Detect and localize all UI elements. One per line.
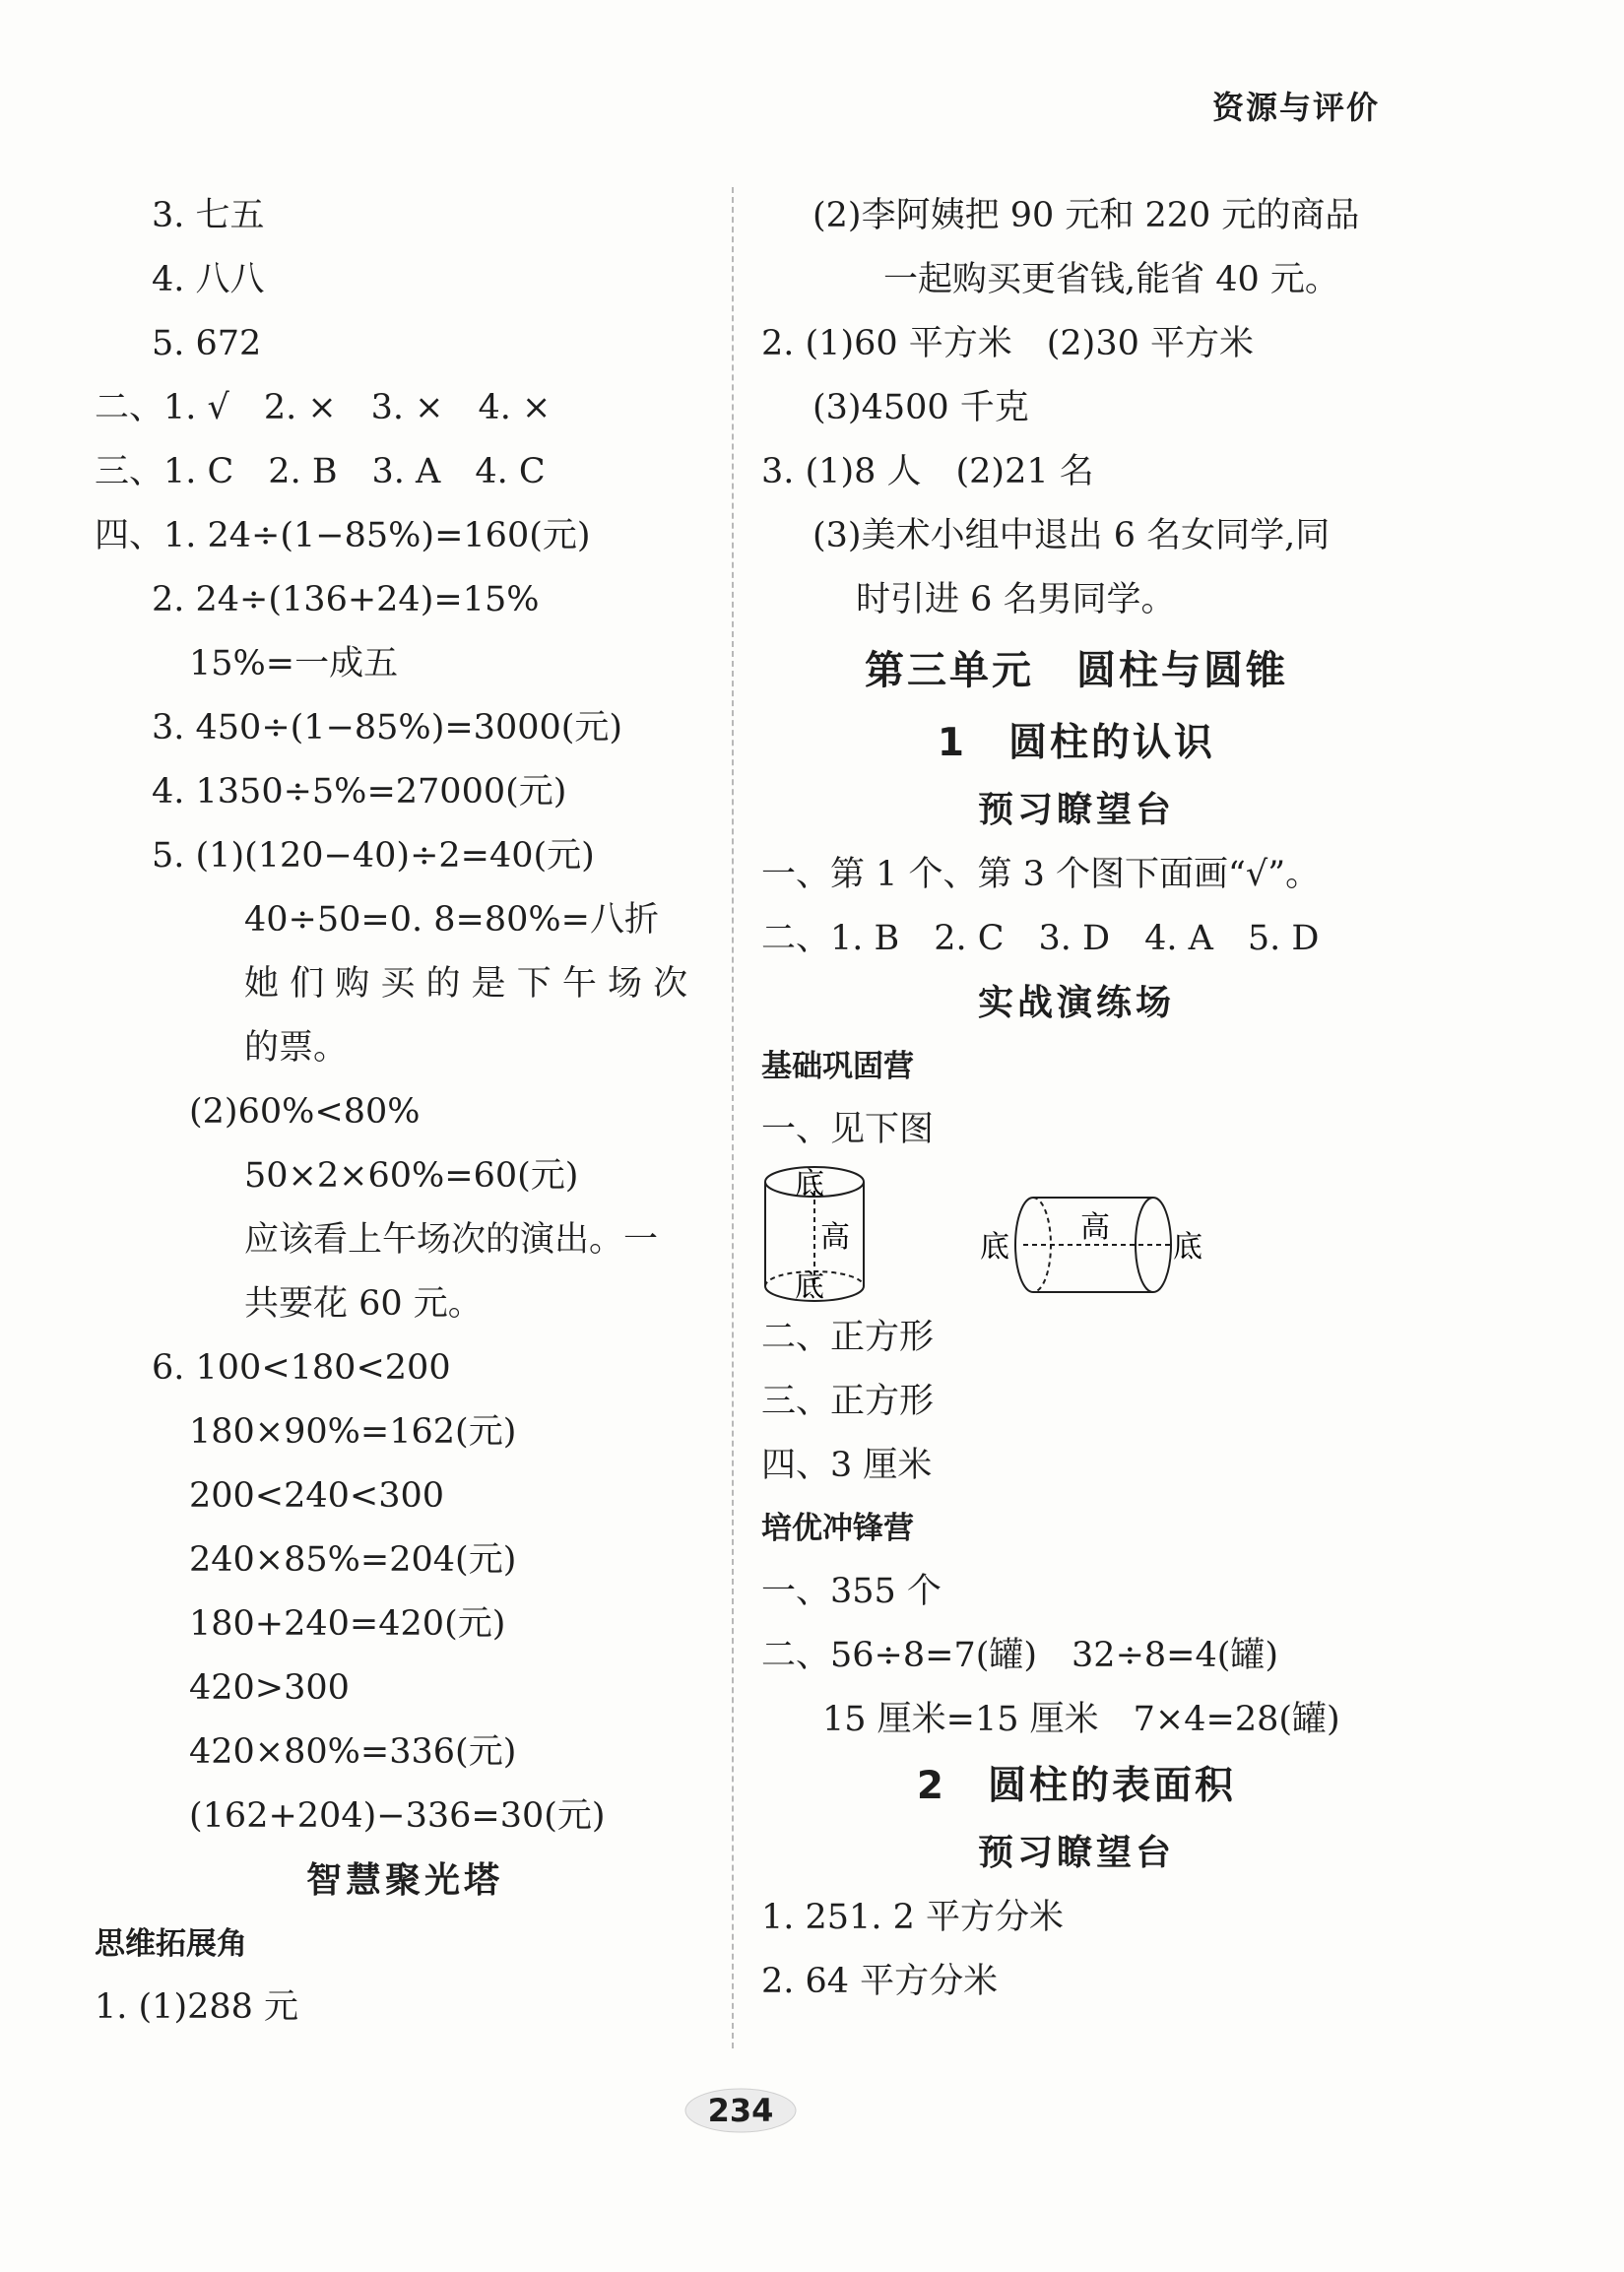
- answer-line: (2)李阿姨把 90 元和 220 元的商品: [812, 196, 1360, 235]
- answer-line: 三、正方形: [761, 1382, 935, 1421]
- subsection-heading: 培优冲锋营: [761, 1511, 914, 1546]
- label-base-bottom: 底: [795, 1269, 824, 1304]
- label-base-right: 底: [1173, 1230, 1202, 1265]
- answer-line: 180×90%=162(元): [189, 1412, 517, 1452]
- section-heading: 预习瞭望台: [977, 1833, 1175, 1873]
- label-base-left: 底: [980, 1230, 1009, 1265]
- answer-line: 420>300: [189, 1668, 350, 1708]
- answer-line: 50×2×60%=60(元): [244, 1156, 579, 1196]
- answer-line: (162+204)−336=30(元): [189, 1796, 606, 1836]
- answer-line: (2)60%<80%: [189, 1092, 421, 1132]
- subsection-heading: 基础巩固营: [761, 1049, 914, 1084]
- section-heading: 智慧聚光塔: [305, 1860, 503, 1901]
- answer-line: 一、第 1 个、第 3 个图下面画“√”。: [761, 855, 1321, 894]
- answer-line: 一起购买更省钱,能省 40 元。: [883, 260, 1339, 299]
- answer-line: 3. (1)8 人 (2)21 名: [761, 452, 1094, 491]
- answer-line: 一、见下图: [761, 1110, 935, 1149]
- lesson-title: 1 圆柱的认识: [937, 721, 1216, 765]
- answer-line: 6. 100<180<200: [152, 1348, 451, 1388]
- answer-line: 420×80%=336(元): [189, 1732, 517, 1772]
- answer-line: 二、56÷8=7(罐) 32÷8=4(罐): [761, 1636, 1279, 1675]
- answer-line: 应该看上午场次的演出。一: [244, 1220, 659, 1260]
- answer-line: 40÷50=0. 8=80%=八折: [244, 900, 659, 940]
- answer-line: 2. 24÷(136+24)=15%: [152, 580, 540, 619]
- section-heading: 实战演练场: [977, 983, 1175, 1023]
- cylinder-figure: [761, 1162, 1392, 1306]
- answer-line: 的票。: [244, 1028, 349, 1068]
- unit-title: 第三单元 圆柱与圆锥: [865, 648, 1288, 693]
- answer-line: (3)美术小组中退出 6 名女同学,同: [812, 516, 1331, 555]
- running-header: 资源与评价: [1211, 89, 1380, 126]
- section-heading: 预习瞭望台: [977, 790, 1175, 830]
- left-column: [95, 184, 715, 2040]
- subsection-heading: 思维拓展角: [95, 1926, 247, 1962]
- answer-line: 1. (1)288 元: [95, 1987, 299, 2027]
- answer-line: 她 们 购 买 的 是 下 午 场 次: [244, 964, 688, 1004]
- answer-line: 180+240=420(元): [189, 1604, 506, 1644]
- page-number: [682, 2086, 800, 2135]
- answer-line: 3. 七五: [152, 196, 265, 235]
- answer-line: 二、正方形: [761, 1318, 935, 1357]
- answer-line: 四、1. 24÷(1−85%)=160(元): [95, 516, 591, 555]
- answer-line: 15 厘米=15 厘米 7×4=28(罐): [822, 1700, 1340, 1739]
- answer-line: 1. 251. 2 平方分米: [761, 1898, 1064, 1937]
- answer-line: 二、1. B 2. C 3. D 4. A 5. D: [761, 919, 1320, 958]
- answer-line: 5. 672: [152, 324, 262, 363]
- answer-line: 5. (1)(120−40)÷2=40(元): [152, 836, 595, 876]
- lesson-title: 2 圆柱的表面积: [916, 1764, 1237, 1808]
- answer-line: 200<240<300: [189, 1476, 445, 1516]
- answer-line: 共要花 60 元。: [244, 1284, 483, 1324]
- answer-line: 15%=一成五: [189, 644, 399, 683]
- answer-line: 一、355 个: [761, 1572, 942, 1611]
- answer-line: 3. 450÷(1−85%)=3000(元): [152, 708, 623, 747]
- answer-line: 2. 64 平方分米: [761, 1962, 999, 2001]
- label-height: 高: [1080, 1210, 1110, 1245]
- answer-line: 2. (1)60 平方米 (2)30 平方米: [761, 324, 1254, 363]
- answer-line: 三、1. C 2. B 3. A 4. C: [95, 452, 546, 491]
- answer-line: 四、3 厘米: [761, 1446, 933, 1485]
- column-divider: [732, 187, 734, 2048]
- answer-line: (3)4500 千克: [812, 388, 1029, 427]
- page-number-text: 234: [707, 2092, 774, 2129]
- cylinder-diagram: [761, 1162, 1392, 1306]
- right-column: [761, 184, 1392, 2014]
- answer-line: 时引进 6 名男同学。: [856, 580, 1176, 619]
- answer-line: 240×85%=204(元): [189, 1540, 517, 1580]
- answer-line: 4. 八八: [152, 260, 265, 299]
- label-height: 高: [820, 1220, 850, 1255]
- label-base-top: 底: [795, 1167, 824, 1201]
- answer-line: 4. 1350÷5%=27000(元): [152, 772, 567, 811]
- answer-line: 二、1. √ 2. × 3. × 4. ×: [95, 388, 552, 427]
